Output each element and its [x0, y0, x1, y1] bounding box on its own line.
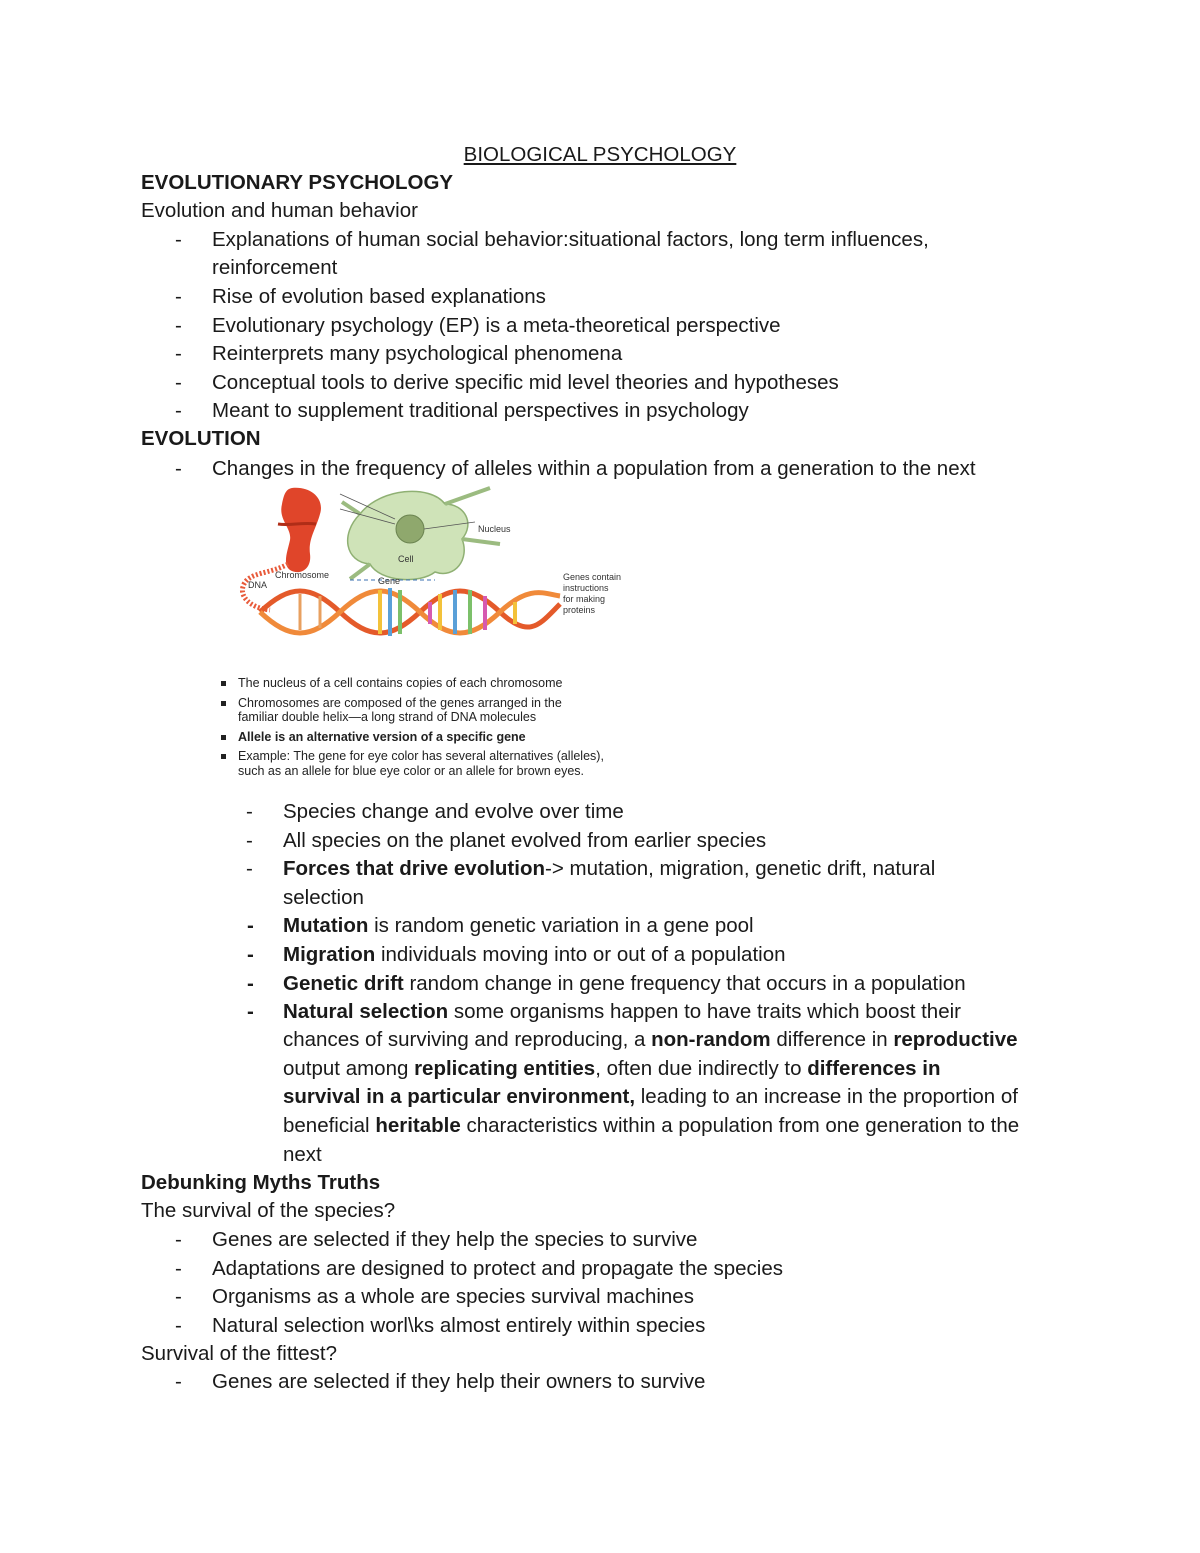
list-item-continuation: next [283, 1143, 322, 1166]
cell-nucleus [396, 515, 424, 543]
list-item: Species change and evolve over time [283, 800, 624, 823]
figure-list-text: Example: The gene for eye color has several alternatives (alleles), [238, 749, 604, 763]
figure-list-item-continuation [218, 764, 658, 779]
cell-label: Cell [398, 554, 414, 564]
term-heritable: heritable [375, 1114, 461, 1137]
list-item: Adaptations are designed to protect and propagate the species [212, 1257, 783, 1280]
bullet-dash: - [175, 371, 182, 394]
bullet-dash: - [246, 829, 253, 852]
dna-label: DNA [248, 580, 268, 590]
term-mutation: Mutation [283, 914, 369, 937]
question-survival-species: The survival of the species? [141, 1199, 396, 1222]
figure-list-item [218, 676, 658, 691]
list-item [283, 970, 966, 998]
term-replicating-entities: replicating entities [414, 1057, 596, 1080]
bullet-dash: - [175, 1285, 182, 1308]
bullet-dash: - [247, 943, 254, 966]
figure-list-text: Allele is an alternative version of a specific gene [238, 729, 526, 744]
base-pairs [300, 588, 515, 636]
term-differences-in: differences in [807, 1057, 941, 1080]
heading-evolutionary-psychology: EVOLUTIONARY PSYCHOLOGY [141, 171, 454, 194]
figure-list-item [218, 730, 658, 745]
dna-diagram [230, 484, 630, 644]
bullet-dash: - [175, 1370, 182, 1393]
text-span: output among [283, 1057, 415, 1080]
bullet-dash: - [175, 285, 182, 308]
figure-list-item-continuation [218, 710, 658, 725]
term-forces: Forces that drive evolution [283, 857, 545, 880]
genes-contain-label: for making [563, 594, 606, 604]
list-item-continuation [283, 1112, 1019, 1140]
list-item-text: random change in gene frequency that occurs in a population [403, 972, 966, 995]
list-item-text: some organisms happen to have traits which boost their [448, 1000, 961, 1023]
subheading-evolution-behavior: Evolution and human behavior [141, 199, 418, 222]
bullet-dash: - [175, 1257, 182, 1280]
bullet-dash: - [175, 228, 182, 251]
chromosome-label: Chromosome [275, 570, 330, 580]
figure-list-text: such as an allele for blue eye color or an allele for brown eyes. [238, 763, 585, 778]
text-span: chances of surviving and reproducing, a [283, 1028, 652, 1051]
heading-evolution: EVOLUTION [141, 427, 261, 450]
dna-chromosome-figure [230, 484, 630, 644]
list-item: Conceptual tools to derive specific mid level theories and hypotheses [212, 371, 839, 394]
bullet-dash: - [175, 342, 182, 365]
bullet-dash: - [175, 314, 182, 337]
list-item: Explanations of human social behavior:situational factors, long term influences, [212, 228, 929, 251]
term-reproductive: reproductive [893, 1028, 1018, 1051]
term-natural-selection: Natural selection [283, 1000, 449, 1023]
list-item-continuation: selection [283, 886, 364, 909]
list-item-text: is random genetic variation in a gene pool [368, 914, 754, 937]
bullet-dash: - [247, 914, 254, 937]
text-span: leading to an increase in the proportion of [635, 1085, 1018, 1108]
list-item: Meant to supplement traditional perspectives in psychology [212, 399, 749, 422]
figure-list-item [218, 749, 658, 764]
term-non-random: non-random [651, 1028, 771, 1051]
term-survival-environment: survival in a particular environment, [283, 1085, 636, 1108]
heading-debunking-myths: Debunking Myths Truths [141, 1171, 381, 1194]
list-item-continuation [283, 1026, 1018, 1054]
figure-list-text: The nucleus of a cell contains copies of each chromosome [238, 676, 563, 690]
bullet-dash: - [246, 800, 253, 823]
text-span: beneficial [283, 1114, 376, 1137]
document-title: BIOLOGICAL PSYCHOLOGY [463, 143, 737, 166]
list-item-continuation [283, 1055, 940, 1083]
list-item: Genes are selected if they help their owners to survive [212, 1370, 706, 1393]
list-item [283, 855, 935, 883]
figure-list-item [218, 696, 658, 711]
nucleus-label: Nucleus [478, 524, 511, 534]
list-item: All species on the planet evolved from earlier species [283, 829, 767, 852]
list-item-text: individuals moving into or out of a population [375, 943, 786, 966]
bullet-dash: - [247, 972, 254, 995]
list-item: Reinterprets many psychological phenomena [212, 342, 623, 365]
term-genetic-drift: Genetic drift [283, 972, 404, 995]
chromosome-centromere [278, 523, 316, 524]
list-item: Organisms as a whole are species survival machines [212, 1285, 694, 1308]
genes-contain-label: proteins [563, 605, 596, 615]
figure-list-text: familiar double helix—a long strand of DNA molecules [238, 710, 537, 724]
text-span: characteristics within a population from one generation to the [460, 1114, 1020, 1137]
bullet-dash: - [175, 1228, 182, 1251]
question-survival-fittest: Survival of the fittest? [141, 1342, 337, 1365]
gene-label: Gene [378, 576, 401, 586]
list-item-continuation [283, 1083, 1018, 1111]
list-item [283, 912, 754, 940]
list-item: Evolutionary psychology (EP) is a meta-theoretical perspective [212, 314, 781, 337]
bullet-dash: - [247, 1000, 254, 1023]
chromosome-shape [281, 488, 321, 572]
bullet-dash: - [175, 457, 182, 480]
list-item: Rise of evolution based explanations [212, 285, 546, 308]
list-item [283, 998, 961, 1026]
bullet-dash: - [246, 857, 253, 880]
list-item-text: -> mutation, migration, genetic drift, natural [545, 857, 936, 880]
text-span: difference in [770, 1028, 894, 1051]
figure-caption-list [218, 676, 658, 783]
list-item: Changes in the frequency of alleles within a population from a generation to the next [212, 457, 976, 480]
list-item: Natural selection worl\ks almost entirely within species [212, 1314, 706, 1337]
bullet-dash: - [175, 399, 182, 422]
figure-list-text: Chromosomes are composed of the genes arranged in the [238, 695, 562, 710]
text-span: , often due indirectly to [595, 1057, 808, 1080]
genes-contain-label: Genes contain [563, 572, 622, 582]
list-item: Genes are selected if they help the species to survive [212, 1228, 698, 1251]
genes-contain-label: instructions [563, 583, 609, 593]
term-migration: Migration [283, 943, 376, 966]
bullet-dash: - [175, 1314, 182, 1337]
list-item [283, 941, 786, 969]
list-item-continuation: reinforcement [212, 256, 338, 279]
